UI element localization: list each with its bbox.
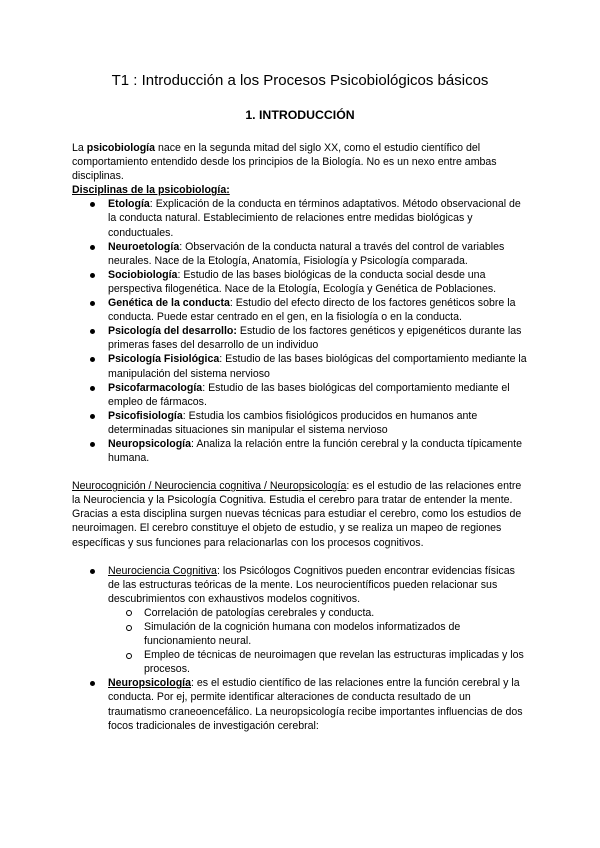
neurocognition-label: Neurocognición / Neurociencia cognitiva / Neuropsicología (72, 480, 347, 493)
section-heading: 1. INTRODUCCIÓN (245, 108, 355, 122)
neuro-sublist (108, 606, 528, 676)
disciplines-heading (72, 183, 528, 197)
neuro-text: : los Psicólogos Cognitivos pueden encontrar evidencias físicas de las estructuras teóricas de la mente. Los neurocientíficos pueden relacionar sus descubrimientos con exhaustivos modelos cognitivos. (108, 564, 515, 605)
discipline-text: Estudio de los factores genéticos y epigenéticos durante las primeras fases del desarrollo de un individuo (108, 325, 522, 352)
disciplines-list (72, 197, 528, 465)
list-item: Psicofisiología: Estudia los cambios fisiológicos producidos en humanos ante determinadas situaciones sin manipular el sistema nervioso (72, 409, 528, 437)
discipline-text: Estudio de las bases biológicas del comportamiento mediante la manipulación del sistema nervioso (108, 353, 527, 380)
discipline-term: Psicofarmacología (108, 381, 203, 394)
discipline-text: Observación de la conducta natural a través del control de variables neurales. Nace de la Etología, Anatomía, Fisiología y Psicología comparada. (108, 240, 505, 267)
list-item (72, 676, 528, 732)
sublist-item: Empleo de técnicas de neuroimagen que revelan las estructuras implicadas y los procesos. (108, 648, 528, 676)
list-item (72, 564, 528, 677)
neuro-text: : es el estudio científico de las relaciones entre la función cerebral y la conducta. Por ej, permite identificar alteraciones de conducta resultado de un traumatismo craneoencefálico. La neuropsicología recibe importantes influencias de dos focos tradicionales de investigación cerebral: (108, 677, 523, 732)
list-item (72, 324, 528, 352)
list-item: Psicología Fisiológica: Estudio de las bases biológicas del comportamiento mediante la manipulación del sistema nervioso (72, 352, 528, 380)
neurocognition-paragraph (72, 479, 528, 549)
discipline-term: Etología (108, 198, 150, 211)
neuro-list (72, 564, 528, 733)
list-item: Etología: Explicación de la conducta en términos adaptativos. Método observacional de la conducta natural. Establecimiento de relaciones entre medidas biológicas y conductuales. (72, 197, 528, 239)
discipline-text: Estudio del efecto directo de los factores genéticos sobre la conducta. Puede estar centrado en el gen, en la fisiología o en la conducta. (108, 297, 516, 324)
discipline-text: Explicación de la conducta en términos adaptativos. Método observacional de la conducta natural. Establecimiento de relaciones entre medidas biológicas y conductuales. (108, 198, 521, 239)
discipline-text: Estudio de las bases biológicas de la conducta social desde una perspectiva filogenética. Nace de la Etología, Ecología y Genética de Poblaciones. (108, 268, 497, 295)
list-item: Psicofarmacología: Estudio de las bases biológicas del comportamiento mediante el empleo de fármacos. (72, 381, 528, 409)
intro-bold-term: psicobiología (86, 142, 156, 154)
disciplines-heading-text: Disciplinas de la psicobiología: (72, 184, 230, 197)
neuro-term: Neuropsicología (108, 677, 191, 690)
list-item: Genética de la conducta: Estudio del efecto directo de los factores genéticos sobre la conducta. Puede estar centrado en el gen, en la fisiología o en la conducta. (72, 296, 528, 324)
sublist-item: Correlación de patologías cerebrales y conducta. (108, 606, 528, 620)
page-title: T1 : Introducción a los Procesos Psicobiológicos básicos (111, 72, 489, 89)
discipline-term: Psicofisiología (108, 409, 183, 422)
discipline-term: Neuropsicología (108, 437, 191, 450)
discipline-text: Estudia los cambios fisiológicos producidos en humanos ante determinadas situaciones sin manipular el sistema nervioso (108, 409, 478, 436)
discipline-text: Estudio de las bases biológicas del comportamiento mediante el empleo de fármacos. (108, 381, 510, 408)
discipline-term: Genética de la conducta (108, 297, 230, 310)
discipline-term: Neuroetología (108, 240, 180, 253)
discipline-term: Psicología Fisiológica (108, 353, 220, 366)
neuro-term: Neurociencia Cognitiva (108, 564, 217, 577)
list-item: Neuropsicología: Analiza la relación entre la función cerebral y la conducta típicamente humana. (72, 437, 528, 465)
discipline-term: Sociobiología (108, 268, 178, 281)
list-item: Sociobiología: Estudio de las bases biológicas de la conducta social desde una perspectiva filogenética. Nace de la Etología, Ecología y Genética de Poblaciones. (72, 268, 528, 296)
discipline-term: Psicología del desarrollo: (108, 325, 237, 338)
neurocognition-text: : es el estudio de las relaciones entre la Neurociencia y la Psicología Cognitiva. Estudia el cerebro para tratar de entender la mente. Gracias a esta disciplina surgen nuevas técnicas para estudiar el cerebro, como los estudios de neuroimagen. El cerebro constituye el objeto de estudio, y se realiza un mapeo de regiones específicas y sus funciones para relacionarlas con los procesos cognitivos. (72, 480, 522, 549)
intro-post: nace en la segunda mitad del siglo XX, como el estudio científico del comportamiento entendido desde los principios de la Biología. No es un nexo entre ambas disciplinas. (72, 142, 497, 183)
list-item: Neuroetología: Observación de la conducta natural a través del control de variables neurales. Nace de la Etología, Anatomía, Fisiología y Psicología comparada. (72, 240, 528, 268)
intro-pre: La (72, 142, 87, 154)
sublist-item: Simulación de la cognición humana con modelos informatizados de funcionamiento neural. (108, 620, 528, 648)
intro-paragraph (72, 141, 528, 183)
discipline-text: Analiza la relación entre la función cerebral y la conducta típicamente humana. (108, 437, 522, 465)
